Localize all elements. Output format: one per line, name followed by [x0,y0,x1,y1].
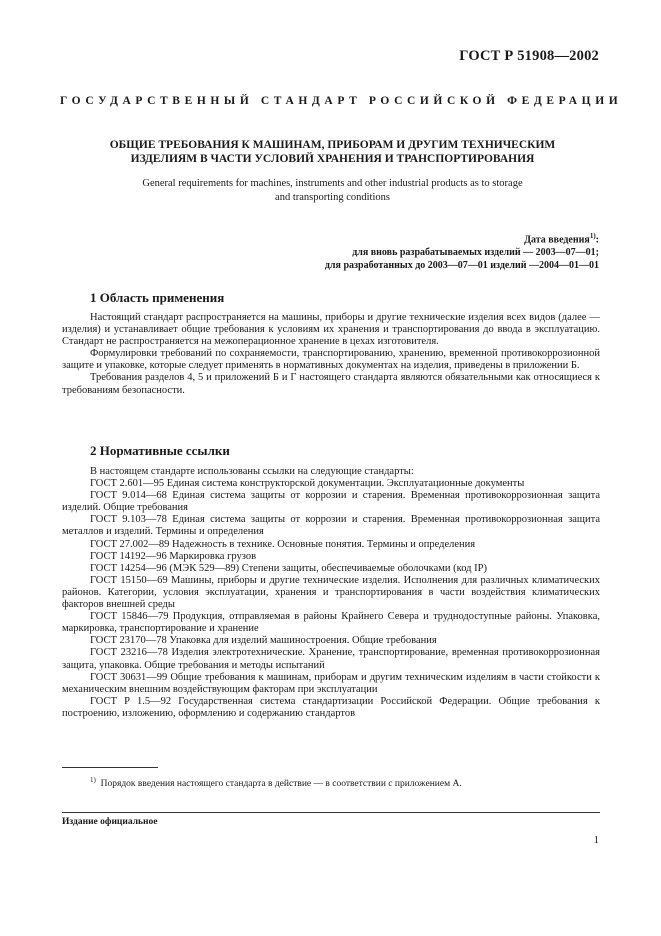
reference-item: ГОСТ 9.103—78 Единая система защиты от коррозии и старения. Временная противокоррозионная защита металлов и изделий. Термины и определения [62,514,600,538]
reference-item: ГОСТ 2.601—95 Единая система конструкторской документации. Эксплуатационные документы [90,478,525,490]
intro-date-new-products: для вновь разрабатываемых изделий — 2003—07—01; [352,247,599,259]
reference-item: ГОСТ 14192—96 Маркировка грузов [90,550,257,562]
footnote-mark: 1) [90,776,96,784]
section-1-paragraph: Требования разделов 4, 5 и приложений Б и Г настоящего стандарта являются обязательными как относящиеся к требованиям безопасности. [62,372,600,396]
footnote-divider [62,767,158,768]
section-1-heading: 1 Область применения [90,290,225,305]
section-2-heading: 2 Нормативные ссылки [90,443,230,458]
footnote [90,776,462,789]
title-line-1: ОБЩИЕ ТРЕБОВАНИЯ К МАШИНАМ, ПРИБОРАМ И ДРУГИМ ТЕХНИЧЕСКИМ [109,139,556,151]
page-number: 1 [593,834,599,846]
section-1-body [62,312,600,397]
official-edition-label: Издание официальное [62,812,600,827]
reference-item: ГОСТ 14254—96 (МЭК 529—89) Степени защиты, обеспечиваемые оболочками (код IP) [90,562,487,574]
reference-item: ГОСТ 15150—69 Машины, приборы и другие технические изделия. Исполнения для различных климатических районов. Категории, условия эксплуатации, хранения и транспортирования в части воздействия климатических факторов внешней среды [62,574,600,611]
intro-date-existing-products: для разработанных до 2003—07—01 изделий —2004—01—01 [324,260,599,272]
reference-item: ГОСТ Р 1.5—92 Государственная система стандартизации Российской Федерации. Общие требования к построению, изложению, оформлению и содержанию стандартов [62,695,600,719]
intro-date-colon: : [595,234,599,246]
reference-item: ГОСТ 15846—79 Продукция, отправляемая в районы Крайнего Севера и труднодоступные районы. Упаковка, маркировка, транспортирование и хранение [62,611,600,635]
document-code: ГОСТ Р 51908—2002 [459,48,599,64]
reference-item: ГОСТ 23216—78 Изделия электротехнические. Хранение, транспортирование, временная противокоррозионная защита, упаковка. Общие требования и методы испытаний [62,647,600,671]
english-title-line-1: General requirements for machines, instruments and other industrial products as to storage [142,178,523,189]
section-1-paragraph: Настоящий стандарт распространяется на машины, приборы и другие технические изделия всех видов (далее — изделия) и устанавливает общие требования к условиям их хранения и транспортирования до ввода в эксплуатацию. Стандарт не распространяется на межоперационное хранение в цехах изготовителя. [62,312,600,348]
reference-item: ГОСТ 23170—78 Упаковка для изделий машиностроения. Общие требования [90,635,437,647]
section-1-paragraph: Формулировки требований по сохраняемости, транспортированию, хранению, временной противокоррозионной защите и упаковке, которые следует применять в нормативных документах на изделия, приведены в приложении Б. [62,348,600,372]
standard-banner: ГОСУДАРСТВЕННЫЙ СТАНДАРТ РОССИЙСКОЙ ФЕДЕРАЦИИ [60,95,623,107]
english-title-line-2: and transporting conditions [275,191,390,203]
reference-item: ГОСТ 27.002—89 Надежность в технике. Основные понятия. Термины и определения [90,538,476,550]
intro-date-label-line [325,230,599,246]
reference-item: ГОСТ 30631—99 Общие требования к машинам, приборам и другим техническим изделиям в части стойкости к механическим внешним воздействующим факторам при эксплуатации [62,671,600,695]
section-2-intro: В настоящем стандарте использованы ссылки на следующие стандарты: [90,466,414,477]
english-title [70,177,595,204]
title-line-2: ИЗДЕЛИЯМ В ЧАСТИ УСЛОВИЙ ХРАНЕНИЯ И ТРАНСПОРТИРОВАНИЯ [130,153,535,165]
reference-item: ГОСТ 9.014—68 Единая система защиты от коррозии и старения. Временная противокоррозионная защита изделий. Общие требования [62,490,600,514]
section-2-body [62,466,600,720]
footnote-text: Порядок введения настоящего стандарта в действие — в соответствии с приложением А. [100,779,462,790]
intro-date-label: Дата введения [524,234,590,246]
introduction-date [325,230,599,272]
document-title [70,138,595,166]
intro-date-footnote-mark: 1) [589,232,596,240]
